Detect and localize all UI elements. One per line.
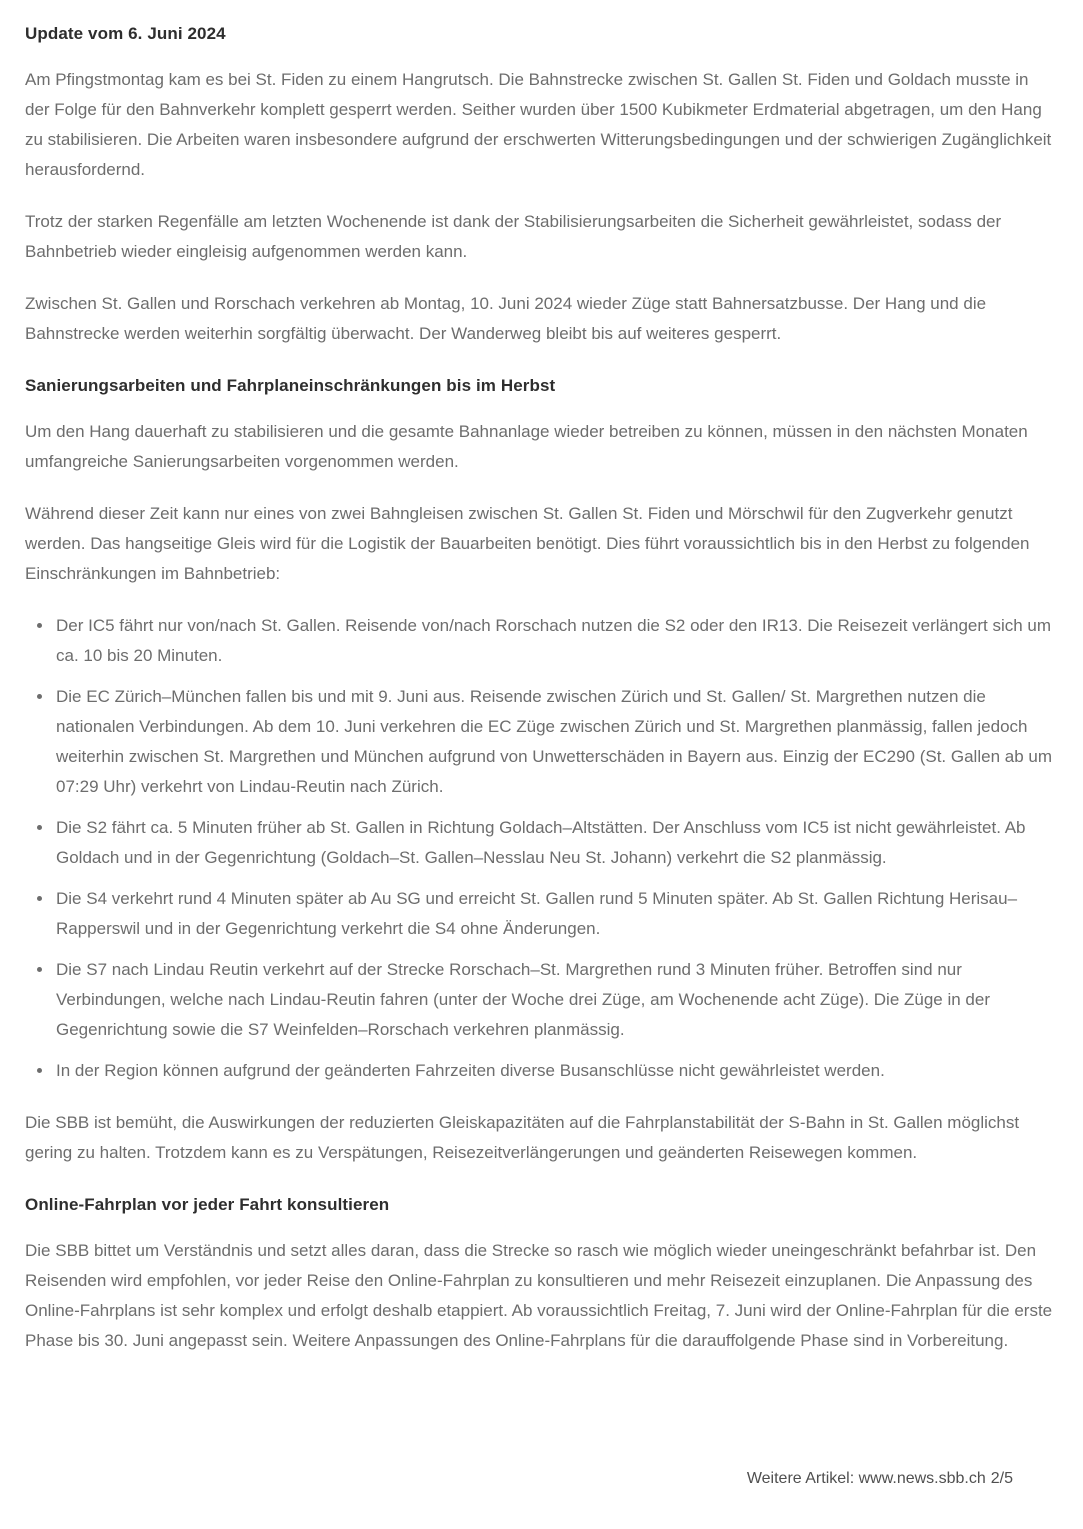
list-item-ic5	[25, 611, 1057, 671]
fahrplan-heading: Online-Fahrplan vor jeder Fahrt konsultieren	[25, 1195, 390, 1214]
list-item-text: In der Region können aufgrund der geänderten Fahrzeiten diverse Busanschlüsse nicht gewährleistet werden.	[56, 1061, 885, 1080]
list-item-text: Die S7 nach Lindau Reutin verkehrt auf der Strecke Rorschach–St. Margrethen rund 3 Minuten früher. Betroffen sind nur Verbindungen, welche nach Lindau-Reutin fahren (unter der Woche drei Züge, am Wochenende acht Züge). Die Züge in der Gegenrichtung sowie die S7 Weinfelden–Rorschach verkehren planmässig.	[56, 960, 990, 1039]
list-item-text: Der IC5 fährt nur von/nach St. Gallen. Reisende von/nach Rorschach nutzen die S2 oder den IR13. Die Reisezeit verlängert sich um ca. 10 bis 20 Minuten.	[56, 616, 1052, 665]
list-item-text: Die EC Zürich–München fallen bis und mit 9. Juni aus. Reisende zwischen Zürich und St. Gallen/ St. Margrethen nutzen die nationalen Verbindungen. Ab dem 10. Juni verkehren die EC Züge zwischen Zürich und St. Margrethen planmässig, fallen jedoch weiterhin zwischen St. Margrethen und München aufgrund von Unwetterschäden in Bayern aus. Einzig der EC290 (St. Gallen ab um 07:29 Uhr) verkehrt von Lindau-Reutin nach Zürich.	[56, 687, 1052, 796]
page-footer	[747, 1469, 1013, 1489]
list-item-s4	[25, 884, 1057, 944]
restrictions-list	[25, 611, 1057, 1086]
list-item-bus	[25, 1056, 1057, 1086]
fahrplan-paragraph: Die SBB bittet um Verständnis und setzt alles daran, dass die Strecke so rasch wie möglich wieder uneingeschränkt befahrbar ist. Den Reisenden wird empfohlen, vor jeder Reise den Online-Fahrplan zu konsultieren und mehr Reisezeit einzuplanen. Die Anpassung des Online-Fahrplans ist sehr komplex und erfolgt deshalb etappiert. Ab voraussichtlich Freitag, 7. Juni wird der Online-Fahrplan für die erste Phase bis 30. Juni angepasst sein. Weitere Anpassungen des Online-Fahrplans für die darauffolgende Phase sind in Vorbereitung.	[25, 1241, 1053, 1350]
update-paragraph-1: Am Pfingstmontag kam es bei St. Fiden zu einem Hangrutsch. Die Bahnstrecke zwischen St. Gallen St. Fiden und Goldach musste in der Folge für den Bahnverkehr komplett gesperrt werden. Seither wurden über 1500 Kubikmeter Erdmaterial abgetragen, um den Hang zu stabilisieren. Die Arbeiten waren insbesondere aufgrund der erschwerten Witterungsbedingungen und der schwierigen Zugänglichkeit herausfordernd.	[25, 70, 1052, 179]
bullet-icon	[37, 825, 42, 830]
list-item-s7	[25, 955, 1057, 1045]
update-paragraph-3: Zwischen St. Gallen und Rorschach verkehren ab Montag, 10. Juni 2024 wieder Züge statt Bahnersatzbusse. Der Hang und die Bahnstrecke werden weiterhin sorgfältig überwacht. Der Wanderweg bleibt bis auf weiteres gesperrt.	[25, 294, 987, 343]
bullet-icon	[37, 896, 42, 901]
more-articles-text: Weitere Artikel: www.news.sbb.ch	[746, 1470, 986, 1487]
sanierung-closing-paragraph: Die SBB ist bemüht, die Auswirkungen der reduzierten Gleiskapazitäten auf die Fahrplanstabilität der S-Bahn in St. Gallen möglichst gering zu halten. Trotzdem kann es zu Verspätungen, Reisezeitverlängerungen und geänderten Reisewegen kommen.	[25, 1113, 1020, 1162]
bullet-icon	[37, 694, 42, 699]
bullet-icon	[37, 1068, 42, 1073]
list-item-text: Die S4 verkehrt rund 4 Minuten später ab Au SG und erreicht St. Gallen rund 5 Minuten später. Ab St. Gallen Richtung Herisau–Rapperswil und in der Gegenrichtung verkehrt die S4 ohne Änderungen.	[56, 889, 1018, 938]
page-number: 2/5	[990, 1470, 1013, 1487]
list-item-ec	[25, 682, 1057, 802]
list-item-s2	[25, 813, 1057, 873]
sanierung-paragraph-1: Um den Hang dauerhaft zu stabilisieren und die gesamte Bahnanlage wieder betreiben zu können, müssen in den nächsten Monaten umfangreiche Sanierungsarbeiten vorgenommen werden.	[25, 422, 1028, 471]
bullet-icon	[37, 967, 42, 972]
sanierung-heading: Sanierungsarbeiten und Fahrplaneinschränkungen bis im Herbst	[25, 376, 556, 395]
bullet-icon	[37, 623, 42, 628]
sanierung-paragraph-2: Während dieser Zeit kann nur eines von zwei Bahngleisen zwischen St. Gallen St. Fiden und Mörschwil für den Zugverkehr genutzt werden. Das hangseitige Gleis wird für die Logistik der Bauarbeiten benötigt. Dies führt voraussichtlich bis in den Herbst zu folgenden Einschränkungen im Bahnbetrieb:	[25, 504, 1030, 583]
list-item-text: Die S2 fährt ca. 5 Minuten früher ab St. Gallen in Richtung Goldach–Altstätten. Der Anschluss vom IC5 ist nicht gewährleistet. Ab Goldach und in der Gegenrichtung (Goldach–St. Gallen–Nesslau Neu St. Johann) verkehrt die S2 planmässig.	[56, 818, 1026, 867]
update-heading: Update vom 6. Juni 2024	[25, 24, 226, 43]
update-paragraph-2: Trotz der starken Regenfälle am letzten Wochenende ist dank der Stabilisierungsarbeiten die Sicherheit gewährleistet, sodass der Bahnbetrieb wieder eingleisig aufgenommen werden kann.	[25, 212, 1002, 261]
